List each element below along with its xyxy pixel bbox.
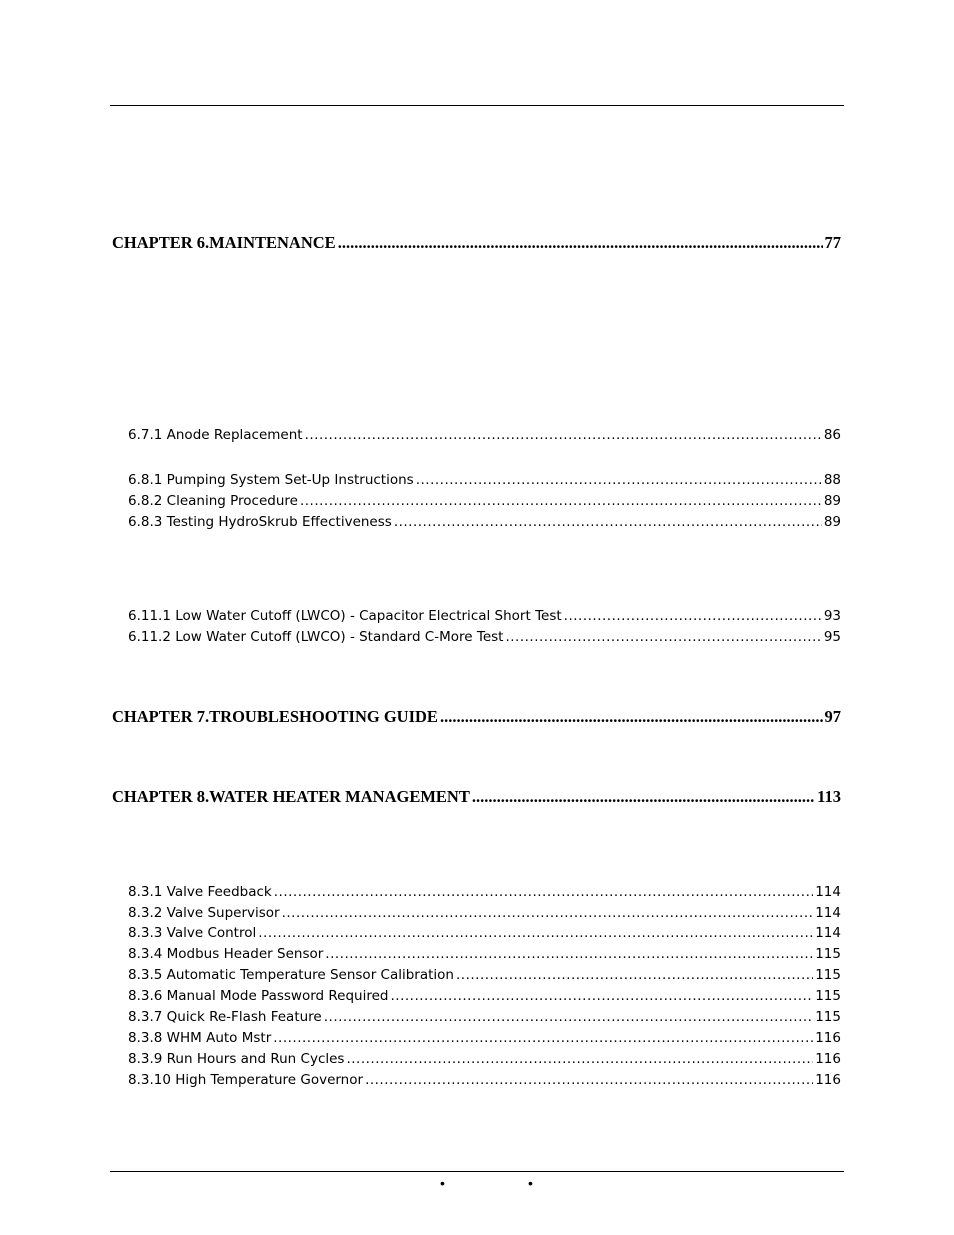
page-number: 115 xyxy=(815,988,841,1004)
dot-leader xyxy=(274,884,813,900)
footer-rule xyxy=(110,1171,844,1172)
entry-label: 8.3.8 WHM Auto Mstr xyxy=(128,1030,272,1046)
footer-bullet-right: • xyxy=(528,1175,533,1191)
dot-leader xyxy=(472,787,815,807)
toc-entry-6-8-1[interactable] xyxy=(128,472,841,488)
toc-entry-6-7-1[interactable] xyxy=(128,427,841,443)
page-number: 114 xyxy=(815,925,841,941)
chapter-number: CHAPTER 8. xyxy=(112,787,210,806)
dot-leader xyxy=(365,1072,813,1088)
chapter-number: CHAPTER 7. xyxy=(112,707,210,726)
page-number: 89 xyxy=(823,493,841,509)
page-number: 115 xyxy=(815,967,841,983)
page-number: 77 xyxy=(824,233,841,252)
toc-entry-8-3-9[interactable] xyxy=(128,1051,841,1067)
toc-entry-8-3-8[interactable] xyxy=(128,1030,841,1046)
dot-leader xyxy=(300,493,822,509)
toc-entry-8-3-7[interactable] xyxy=(128,1009,841,1025)
page-number: 95 xyxy=(823,629,841,645)
chapter-title: WATER HEATER MANAGEMENT xyxy=(209,787,470,806)
entry-label: 6.11.2 Low Water Cutoff (LWCO) - Standard C-More Test xyxy=(128,629,504,645)
toc-entry-8-3-10[interactable] xyxy=(128,1072,841,1088)
page-number: 97 xyxy=(824,707,841,726)
dot-leader xyxy=(273,1030,813,1046)
entry-label: 8.3.3 Valve Control xyxy=(128,925,257,941)
page-number: 86 xyxy=(823,427,841,443)
page-number: 89 xyxy=(823,514,841,530)
entry-label: 8.3.9 Run Hours and Run Cycles xyxy=(128,1051,345,1067)
toc-entry-8-3-4[interactable] xyxy=(128,946,841,962)
dot-leader xyxy=(338,233,823,253)
entry-label: 6.8.2 Cleaning Procedure xyxy=(128,493,298,509)
entry-label: 6.8.3 Testing HydroSkrub Effectiveness xyxy=(128,514,392,530)
dot-leader xyxy=(346,1051,813,1067)
dot-leader xyxy=(564,608,822,624)
entry-label: 8.3.2 Valve Supervisor xyxy=(128,905,280,921)
toc-entry-8-3-6[interactable] xyxy=(128,988,841,1004)
entry-label: 6.11.1 Low Water Cutoff (LWCO) - Capacitor Electrical Short Test xyxy=(128,608,562,624)
entry-label: 8.3.4 Modbus Header Sensor xyxy=(128,946,324,962)
dot-leader xyxy=(505,629,821,645)
dot-leader xyxy=(305,427,822,443)
toc-chapter-7[interactable] xyxy=(112,707,841,727)
entry-label: 8.3.5 Automatic Temperature Sensor Calibration xyxy=(128,967,454,983)
page-number: 116 xyxy=(815,1030,841,1046)
page-number: 88 xyxy=(823,472,841,488)
page-number: 93 xyxy=(823,608,841,624)
dot-leader xyxy=(394,514,822,530)
toc-entry-6-8-3[interactable] xyxy=(128,514,841,530)
page-number: 115 xyxy=(815,1009,841,1025)
dot-leader xyxy=(325,946,813,962)
entry-label: 6.7.1 Anode Replacement xyxy=(128,427,303,443)
toc-chapter-8[interactable] xyxy=(112,787,841,807)
toc-chapter-6[interactable] xyxy=(112,233,841,253)
entry-label: 8.3.1 Valve Feedback xyxy=(128,884,272,900)
page-number: 116 xyxy=(815,1051,841,1067)
dot-leader xyxy=(391,988,814,1004)
page-number: 113 xyxy=(817,787,841,806)
toc-entry-8-3-3[interactable] xyxy=(128,925,841,941)
page-number: 114 xyxy=(815,884,841,900)
toc-entry-8-3-1[interactable] xyxy=(128,884,841,900)
entry-label: 8.3.6 Manual Mode Password Required xyxy=(128,988,389,1004)
page-number: 116 xyxy=(815,1072,841,1088)
toc-entry-6-8-2[interactable] xyxy=(128,493,841,509)
dot-leader xyxy=(324,1009,813,1025)
dot-leader xyxy=(416,472,822,488)
toc-entry-6-11-2[interactable] xyxy=(128,629,841,645)
dot-leader xyxy=(456,967,813,983)
page-number: 114 xyxy=(815,905,841,921)
entry-label: 8.3.7 Quick Re-Flash Feature xyxy=(128,1009,322,1025)
entry-label: 8.3.10 High Temperature Governor xyxy=(128,1072,364,1088)
page-number: 115 xyxy=(815,946,841,962)
header-rule xyxy=(110,105,844,106)
chapter-title: MAINTENANCE xyxy=(209,233,336,252)
dot-leader xyxy=(258,925,813,941)
toc-entry-6-11-1[interactable] xyxy=(128,608,841,624)
chapter-title: TROUBLESHOOTING GUIDE xyxy=(209,707,438,726)
entry-label: 6.8.1 Pumping System Set-Up Instructions xyxy=(128,472,414,488)
dot-leader xyxy=(440,707,823,727)
toc-entry-8-3-5[interactable] xyxy=(128,967,841,983)
chapter-number: CHAPTER 6. xyxy=(112,233,210,252)
footer-bullet-left: • xyxy=(440,1175,445,1191)
dot-leader xyxy=(282,905,814,921)
toc-entry-8-3-2[interactable] xyxy=(128,905,841,921)
